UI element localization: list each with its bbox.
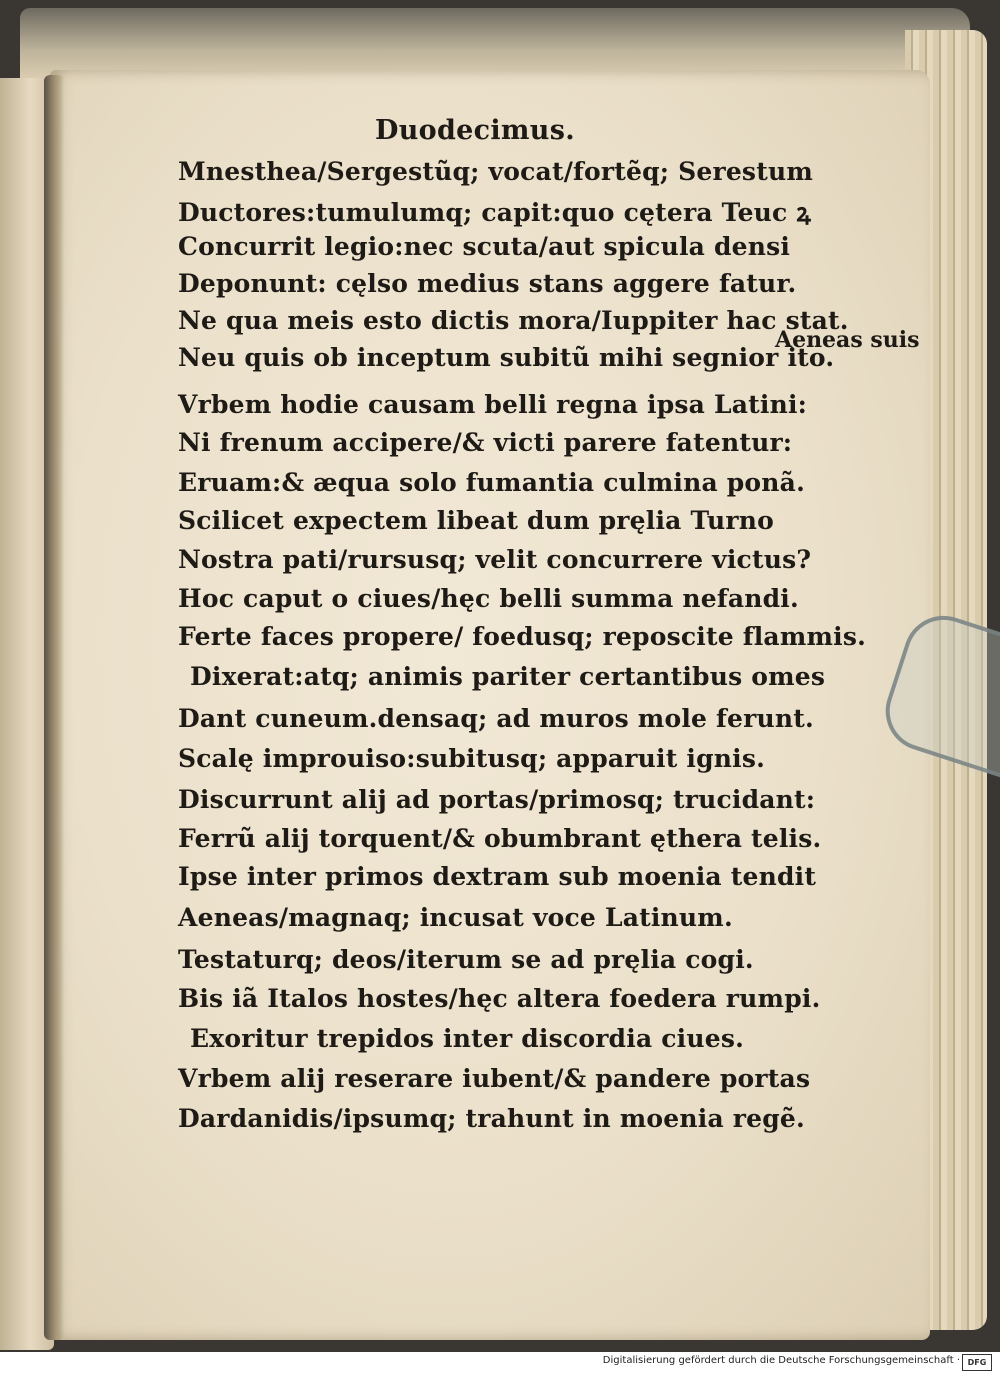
digitization-footer (0, 1352, 1000, 1373)
verse-line: Testaturq; deos/iterum se ad pręlia cogi. (178, 945, 754, 974)
verse-line: Hoc caput o ciues/hęc belli summa nefandi. (178, 584, 799, 613)
verse-line: Ne qua meis esto dictis mora/Iuppiter hac stat. (178, 306, 849, 335)
verse-line: Dant cuneum.densaq; ad muros mole ferunt. (178, 704, 814, 733)
verse-line: Bis iã Italos hostes/hęc altera foedera rumpi. (178, 984, 821, 1013)
verse-line: Concurrit legio:nec scuta/aut spicula densi (178, 232, 791, 261)
verse-line: Ductores:tumulumq; capit:quo cętera Teuc ꝝ (178, 198, 812, 227)
verse-line: Vrbem alij reserare iubent/& pandere portas (178, 1064, 811, 1093)
running-head: Duodecimus. (375, 115, 575, 146)
verse-line: Scilicet expectem libeat dum pręlia Turno (178, 506, 774, 535)
verse-line: Eruam:& æqua solo fumantia culmina ponã. (178, 468, 805, 497)
margin-note: Aeneas suis (775, 327, 920, 353)
verse-line: Ferrũ alij torquent/& obumbrant ęthera telis. (178, 824, 822, 853)
verse-line: Aeneas/magnaq; incusat voce Latinum. (178, 903, 733, 932)
verse-line: Vrbem hodie causam belli regna ipsa Latini: (178, 390, 808, 419)
verse-line: Neu quis ob inceptum subitũ mihi segnior ito. (178, 343, 835, 372)
funding-credit: Digitalisierung gefördert durch die Deutsche Forschungsgemeinschaft · (602, 1355, 960, 1366)
verse-line: Scalę improuiso:subitusq; apparuit ignis. (178, 744, 766, 773)
verse-line: Ferte faces propere/ foedusq; reposcite flammis. (178, 622, 866, 651)
verse-line: Deponunt: cęlso medius stans aggere fatur. (178, 269, 797, 298)
verse-line: Dixerat:atq; animis pariter certantibus omes (190, 662, 826, 691)
verse-line: Mnesthea/Sergestũq; vocat/fortẽq; Serestum (178, 157, 813, 186)
verse-line: Ni frenum accipere/& victi parere fatentur: (178, 428, 793, 457)
verse-line: Dardanidis/ipsumq; trahunt in moenia regẽ. (178, 1104, 805, 1133)
verse-line: Ipse inter primos dextram sub moenia tendit (178, 862, 817, 891)
verse-line: Exoritur trepidos inter discordia ciues. (190, 1024, 745, 1053)
verse-line: Nostra pati/rursusq; velit concurrere victus? (178, 545, 812, 574)
verse-line: Discurrunt alij ad portas/primosq; trucidant: (178, 785, 816, 814)
dfg-logo: DFG (962, 1354, 992, 1371)
